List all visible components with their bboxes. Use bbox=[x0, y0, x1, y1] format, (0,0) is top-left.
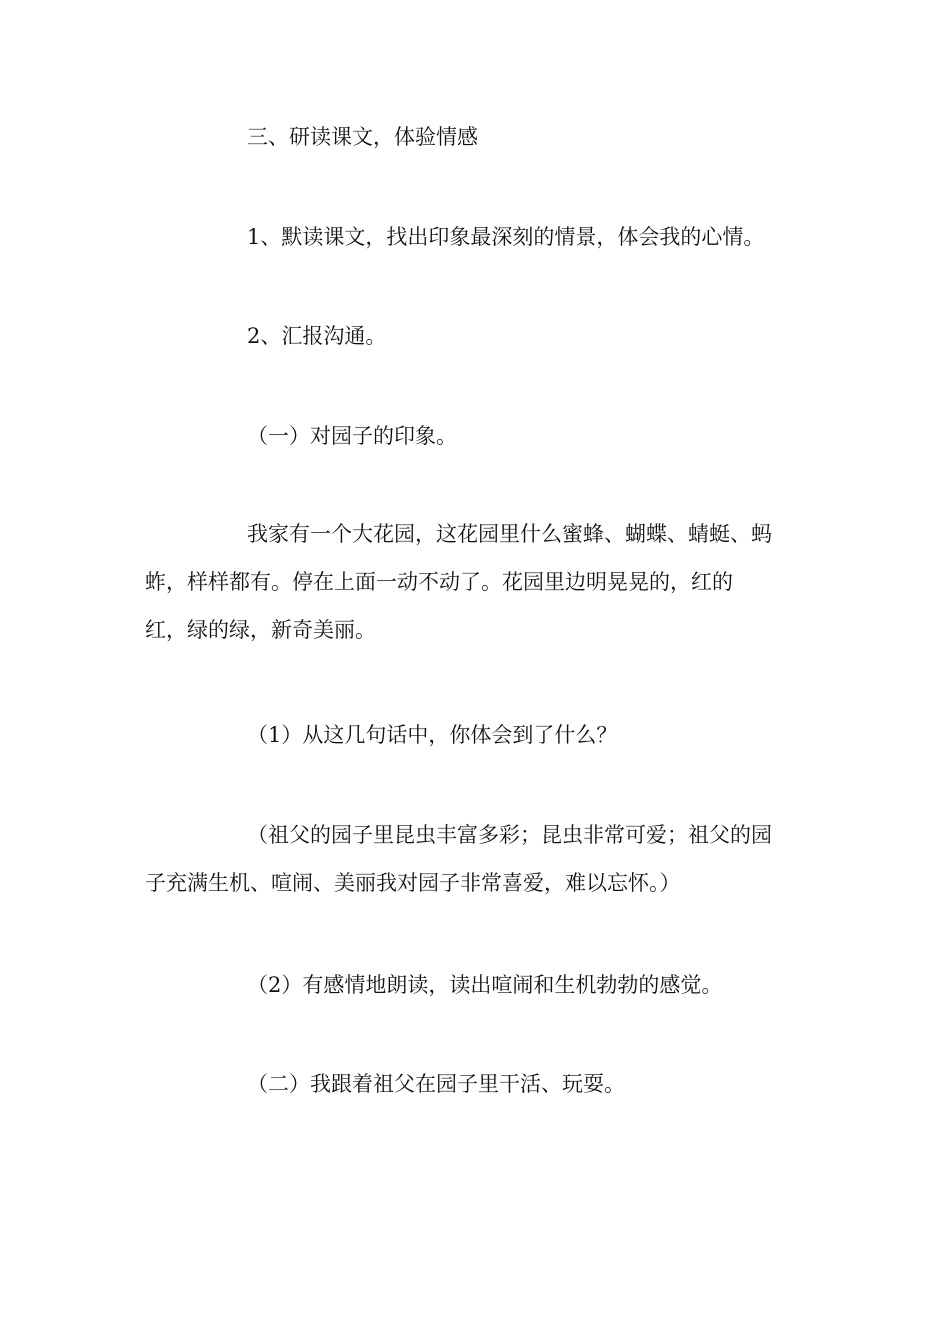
subsection-2-heading bbox=[145, 1060, 810, 1108]
question-2 bbox=[145, 961, 810, 1009]
text-line: 我家有一个大花园，这花园里什么蜜蜂、蝴蝶、蜻蜓、蚂 bbox=[247, 522, 772, 546]
step-1 bbox=[145, 213, 810, 261]
text-line: （二）我跟着祖父在园子里干活、玩耍。 bbox=[247, 1072, 625, 1096]
question-1 bbox=[145, 711, 810, 759]
text-line: （一）对园子的印象。 bbox=[247, 424, 457, 448]
text-line: （1）从这几句话中，你体会到了什么？ bbox=[247, 723, 618, 747]
quoted-passage bbox=[145, 510, 810, 654]
text-line: 蚱，样样都有。停在上面一动不动了。花园里边明晃晃的，红的 bbox=[145, 570, 733, 594]
text-line: 子充满生机、喧闹、美丽我对园子非常喜爱，难以忘怀。） bbox=[145, 871, 681, 895]
section-heading bbox=[145, 113, 810, 161]
step-2 bbox=[145, 312, 810, 360]
text-line: 红，绿的绿，新奇美丽。 bbox=[145, 618, 376, 642]
text-line: 三、研读课文，体验情感 bbox=[247, 125, 478, 149]
subsection-1-heading bbox=[145, 412, 810, 460]
text-line: 2、汇报沟通。 bbox=[247, 324, 387, 348]
text-line: 1、默读课文，找出印象最深刻的情景，体会我的心情。 bbox=[247, 225, 765, 249]
text-line: （2）有感情地朗读，读出喧闹和生机勃勃的感觉。 bbox=[247, 973, 723, 997]
text-line: （祖父的园子里昆虫丰富多彩；昆虫非常可爱；祖父的园 bbox=[247, 823, 772, 847]
answer-1 bbox=[145, 811, 810, 907]
